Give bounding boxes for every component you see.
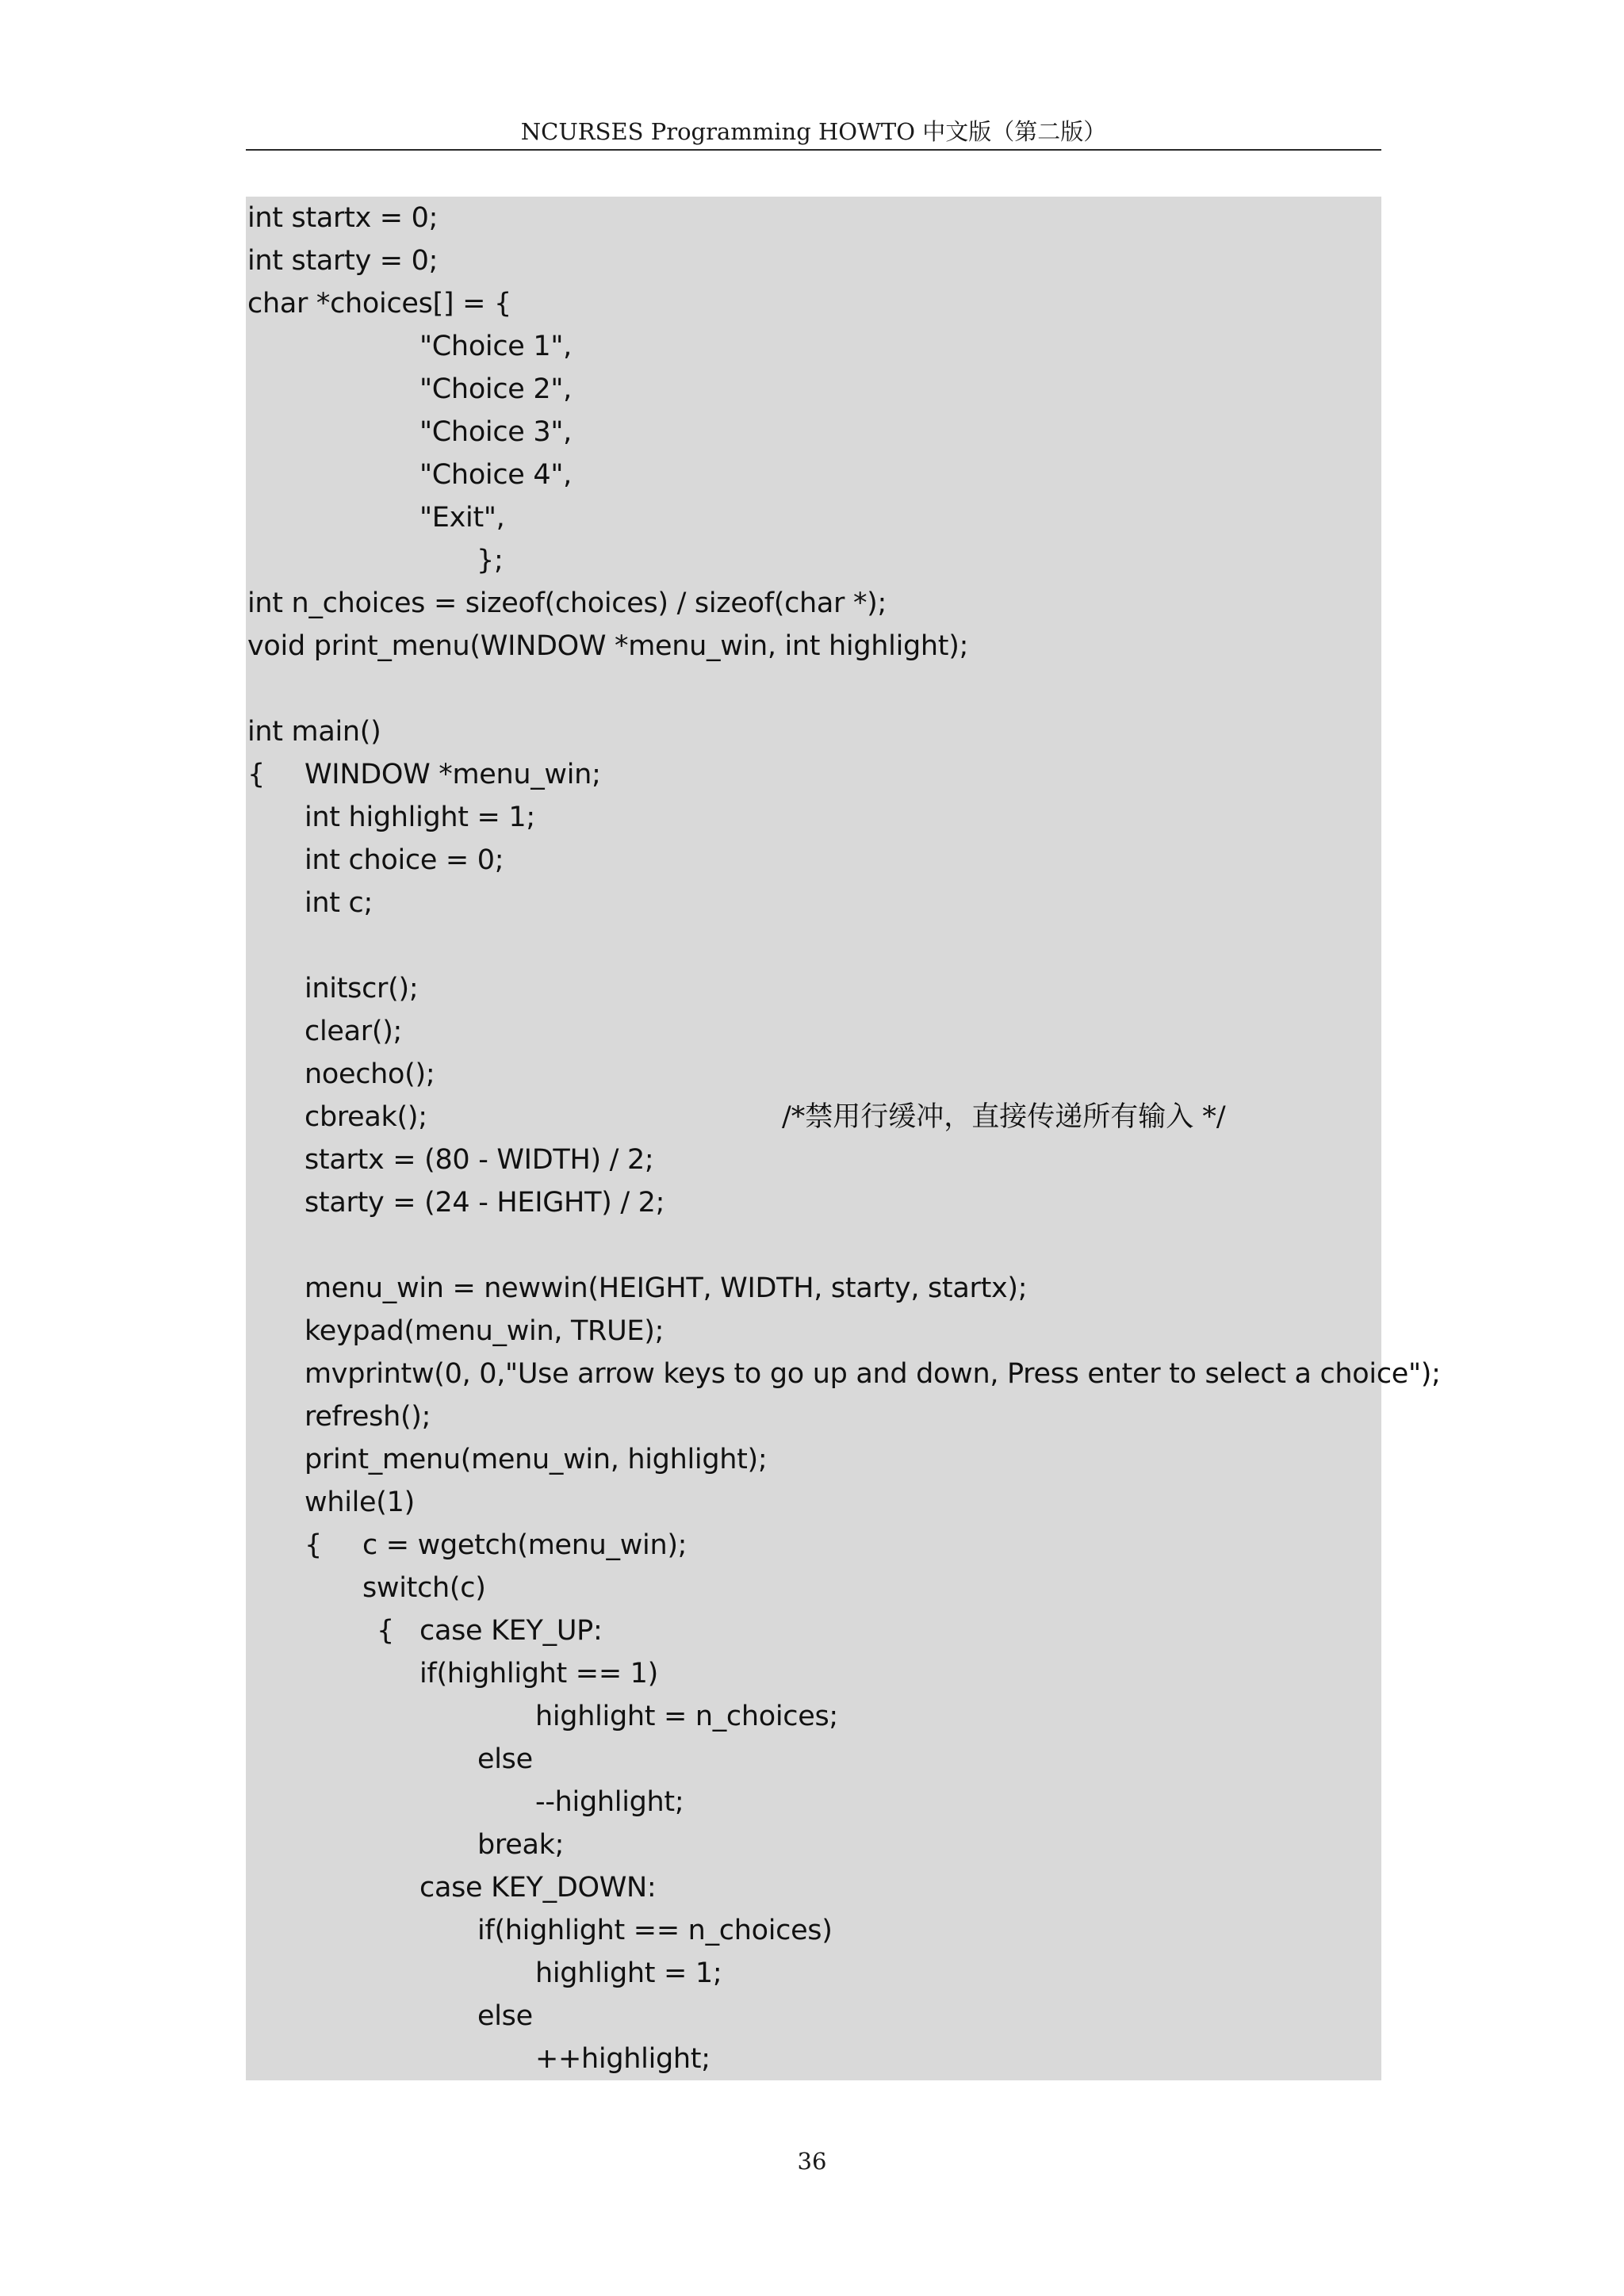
code-line: while(1) [304, 1487, 415, 1518]
page-number: 36 [797, 2148, 827, 2175]
code-line: mvprintw(0, 0,"Use arrow keys to go up and down, Press enter to select a choice"); [304, 1358, 1441, 1390]
code-line: "Exit", [419, 502, 505, 534]
code-line: char *choices[] = { [247, 288, 511, 320]
code-line: keypad(menu_win, TRUE); [304, 1315, 665, 1347]
code-line: void print_menu(WINDOW *menu_win, int highlight); [247, 630, 969, 662]
code-line: WINDOW *menu_win; [304, 759, 601, 790]
code-line: "Choice 1", [419, 331, 572, 362]
code-line: switch(c) [362, 1572, 486, 1604]
code-line: --highlight; [535, 1786, 684, 1818]
code-line: if(highlight == 1) [419, 1658, 659, 1689]
code-line: print_menu(menu_win, highlight); [304, 1444, 768, 1475]
code-line: case KEY_UP: [419, 1615, 603, 1647]
code-line: break; [477, 1829, 565, 1861]
code-line: "Choice 3", [419, 416, 572, 448]
code-line: int starty = 0; [247, 245, 439, 277]
code-listing [246, 197, 1441, 2080]
code-line: int main() [247, 716, 381, 748]
code-line: int c; [304, 887, 373, 919]
code-line: starty = (24 - HEIGHT) / 2; [304, 1187, 665, 1219]
code-line: int startx = 0; [247, 202, 439, 234]
code-line: highlight = 1; [535, 1957, 722, 1989]
code-line: case KEY_DOWN: [419, 1872, 657, 1904]
header-rule [246, 149, 1381, 151]
code-line: cbreak(); [304, 1101, 427, 1133]
code-line: "Choice 4", [419, 459, 572, 491]
code-line: clear(); [304, 1016, 403, 1047]
code-line: startx = (80 - WIDTH) / 2; [304, 1144, 654, 1176]
code-line: c = wgetch(menu_win); [362, 1529, 688, 1561]
code-line: highlight = n_choices; [535, 1701, 838, 1732]
code-line: { [247, 759, 265, 790]
code-line: menu_win = newwin(HEIGHT, WIDTH, starty, startx); [304, 1272, 1028, 1304]
code-line: if(highlight == n_choices) [477, 1915, 833, 1946]
code-line: initscr(); [304, 973, 419, 1004]
code-line: int choice = 0; [304, 844, 504, 876]
code-line: noecho(); [304, 1058, 435, 1090]
code-line: { [377, 1615, 394, 1647]
code-line: }; [477, 545, 504, 576]
code-line: else [477, 2000, 533, 2032]
code-line: "Choice 2", [419, 373, 572, 405]
code-line: int highlight = 1; [304, 802, 535, 833]
code-line: { [304, 1529, 322, 1561]
code-line: int n_choices = sizeof(choices) / sizeof(char *); [247, 587, 887, 619]
code-line: refresh(); [304, 1401, 431, 1433]
code-line: else [477, 1743, 533, 1775]
code-comment: /*禁用行缓冲，直接传递所有输入 */ [782, 1101, 1226, 1133]
code-line: ++highlight; [535, 2043, 710, 2075]
page-header-title: NCURSES Programming HOWTO 中文版（第二版） [520, 118, 1107, 145]
